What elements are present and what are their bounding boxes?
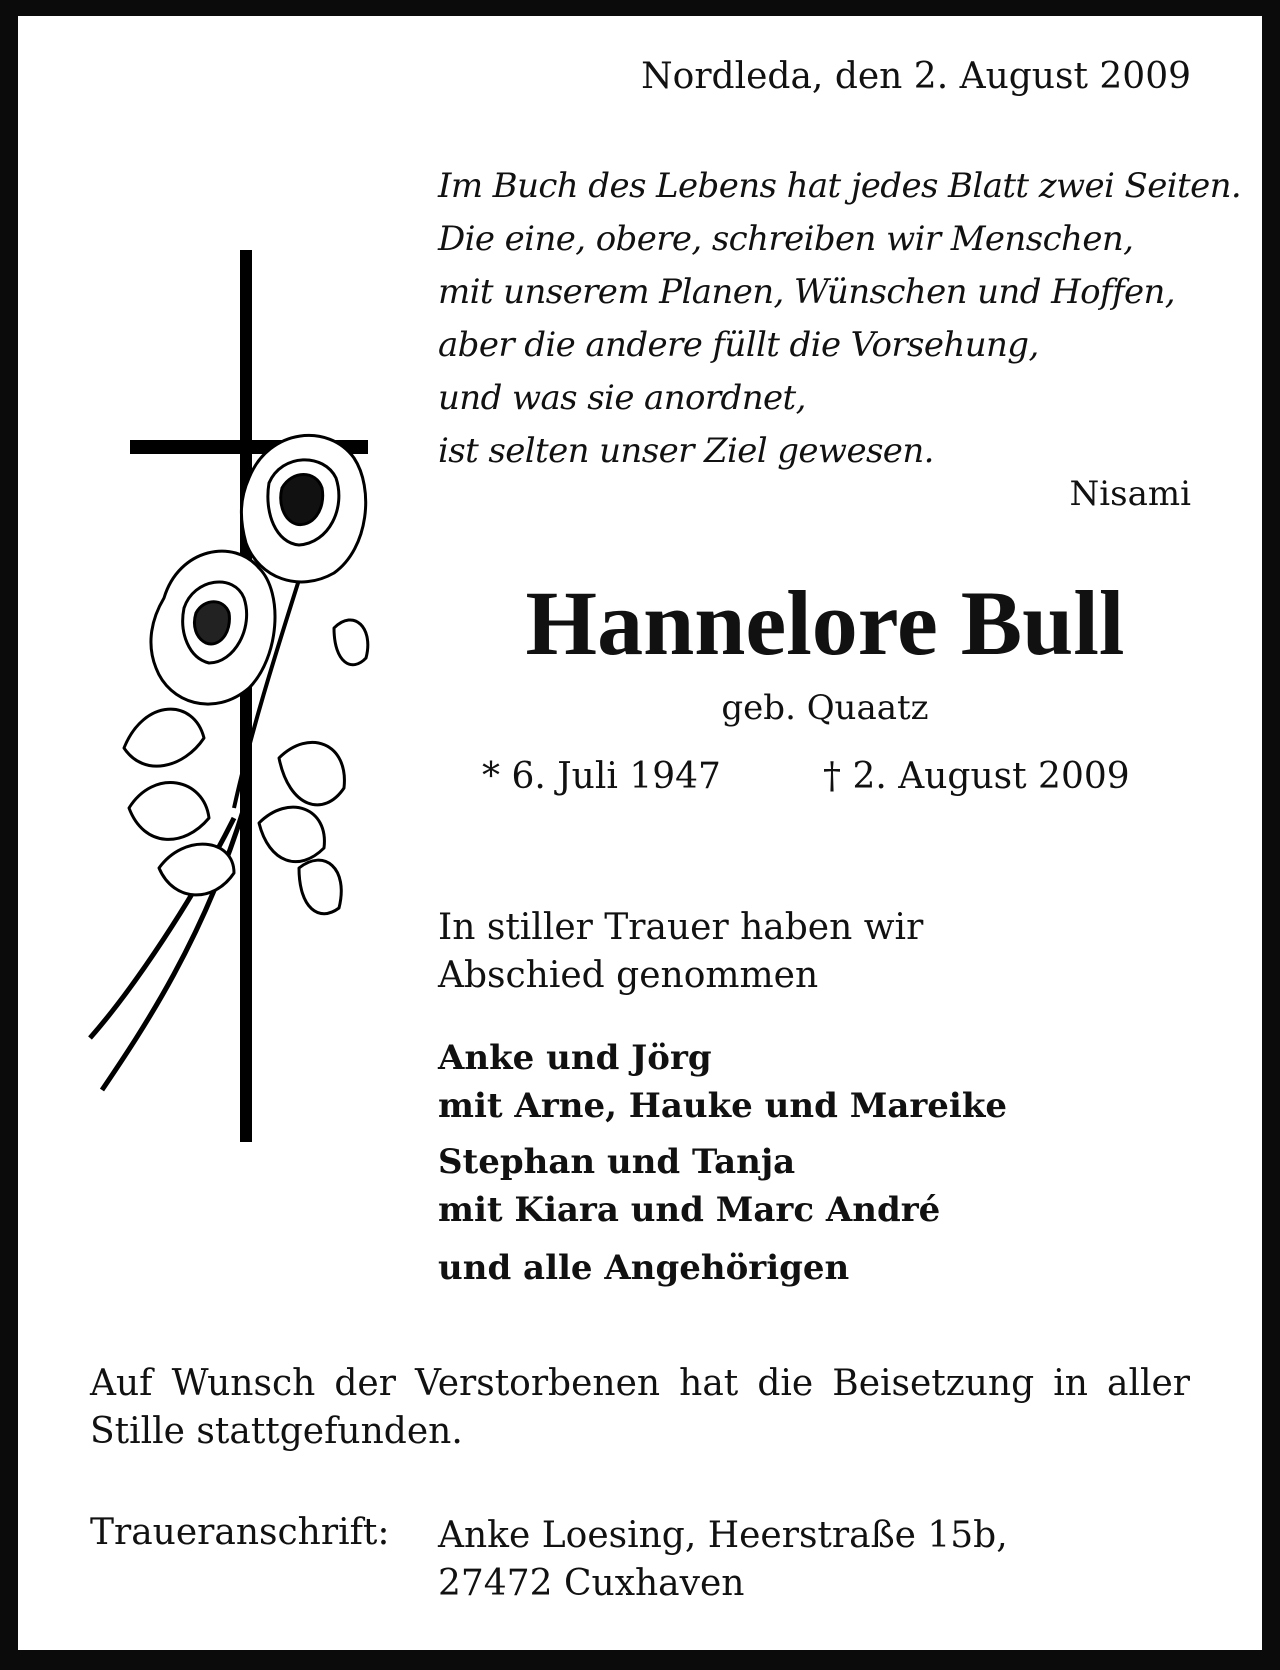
family-line: Stephan und Tanja — [438, 1142, 796, 1182]
mourning-text — [438, 904, 923, 1000]
poem-author: Nisami — [1069, 474, 1191, 514]
burial-note: Auf Wunsch der Verstorbenen hat die Beisetzung in aller Stille stattgefunden. — [90, 1363, 1190, 1452]
address-line: 27472 Cuxhaven — [438, 1563, 745, 1604]
address-line: Anke Loesing, Heerstraße 15b, — [438, 1515, 1008, 1556]
birth-name: geb. Quaatz — [721, 688, 929, 728]
poem-line: mit unserem Planen, Wünschen und Hoffen, — [438, 272, 1175, 312]
poem-line: und was sie anordnet, — [438, 378, 806, 418]
deceased-name: Hannelore Bull — [525, 572, 1125, 674]
birth-date: * 6. Juli 1947 — [482, 756, 721, 797]
family-line: und alle Angehörigen — [438, 1248, 850, 1288]
cross-with-roses-icon — [84, 248, 384, 1148]
poem-line: ist selten unser Ziel gewesen. — [438, 431, 934, 471]
family-line: mit Arne, Hauke und Mareike — [438, 1086, 1008, 1126]
address — [438, 1512, 1008, 1608]
poem — [438, 160, 1241, 478]
place-date: Nordleda, den 2. August 2009 — [641, 56, 1191, 97]
family-list — [438, 1034, 1007, 1292]
family-line: Anke und Jörg — [438, 1038, 712, 1078]
death-date: † 2. August 2009 — [823, 756, 1130, 797]
mourning-line: Abschied genommen — [438, 955, 819, 996]
poem-line: aber die andere füllt die Vorsehung, — [438, 325, 1039, 365]
poem-line: Im Buch des Lebens hat jedes Blatt zwei Seiten. — [438, 166, 1242, 206]
address-label: Traueranschrift: — [90, 1512, 390, 1553]
mourning-line: In stiller Trauer haben wir — [438, 907, 924, 948]
poem-line: Die eine, obere, schreiben wir Menschen, — [438, 219, 1134, 259]
family-line: mit Kiara und Marc André — [438, 1190, 941, 1230]
